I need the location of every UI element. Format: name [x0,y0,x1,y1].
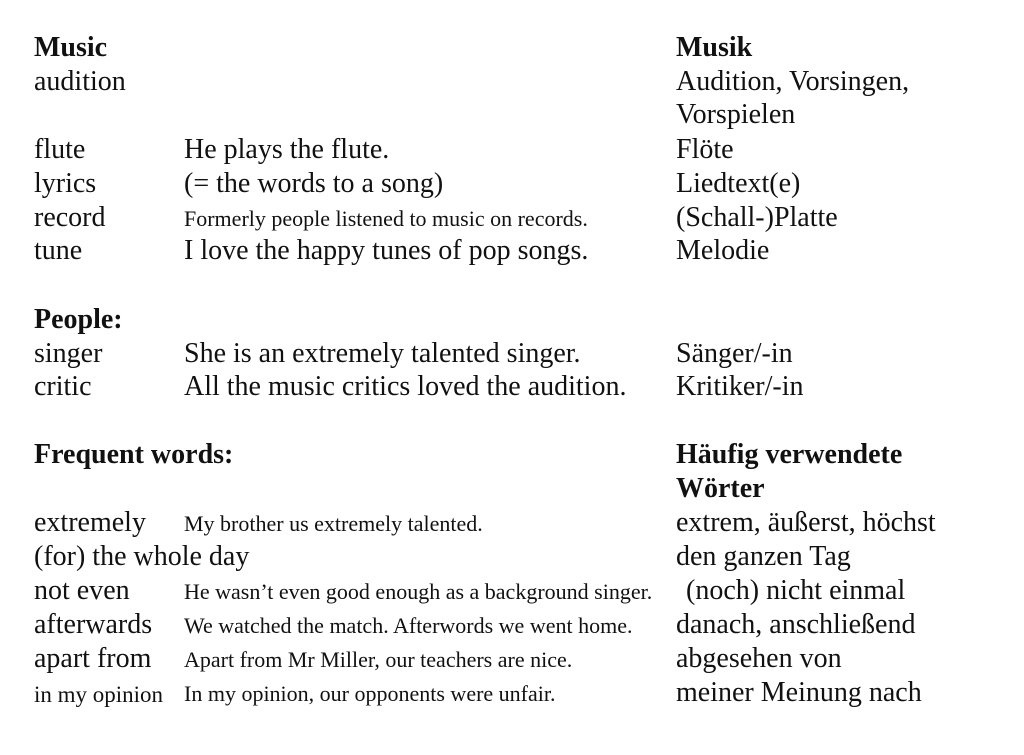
example-tune: I love the happy tunes of pop songs. [184,235,589,266]
translation-not-even: (noch) nicht einmal [686,575,906,606]
term-record: record [34,202,106,233]
translation-flute: Flöte [676,134,734,165]
term-flute: flute [34,134,86,165]
translation-audition-line2: Vorspielen [676,99,796,130]
term-critic: critic [34,371,92,402]
term-not-even: not even [34,575,130,606]
section-heading-frequent-de: Häufig verwendete [676,439,903,470]
example-singer: She is an extremely talented singer. [184,338,581,369]
section-heading-people: People: [34,304,123,335]
section-heading-music-de: Musik [676,32,753,63]
term-afterwards: afterwards [34,609,153,640]
term-apart-from: apart from [34,643,152,674]
example-in-my-opinion: In my opinion, our opponents were unfair. [184,681,556,706]
translation-extremely: extrem, äußerst, höchst [676,507,936,538]
translation-critic: Kritiker/-in [676,371,804,402]
translation-singer: Sänger/-in [676,338,793,369]
section-heading-frequent-de-line2: Wörter [676,473,765,504]
example-extremely: My brother us extremely talented. [184,511,483,536]
example-lyrics: (= the words to a song) [184,168,444,199]
translation-apart-from: abgesehen von [676,643,842,674]
translation-in-my-opinion: meiner Meinung nach [676,677,922,708]
term-extremely: extremely [34,507,146,538]
term-tune: tune [34,235,83,266]
term-whole-day: (for) the whole day [34,541,250,572]
section-heading-music: Music [34,32,108,63]
term-singer: singer [34,338,103,369]
example-flute: He plays the flute. [184,134,390,165]
example-afterwards: We watched the match. Afterwords we went home. [184,613,633,638]
term-in-my-opinion: in my opinion [34,682,164,707]
translation-tune: Melodie [676,235,770,266]
term-lyrics: lyrics [34,168,97,199]
example-record: Formerly people listened to music on records. [184,206,588,231]
example-apart-from: Apart from Mr Miller, our teachers are nice. [184,647,573,672]
term-audition: audition [34,66,126,97]
translation-whole-day: den ganzen Tag [676,541,851,572]
translation-afterwards: danach, anschließend [676,609,916,640]
translation-record: (Schall-)Platte [676,202,838,233]
translation-lyrics: Liedtext(e) [676,168,801,199]
translation-audition: Audition, Vorsingen, [676,66,910,97]
section-heading-frequent: Frequent words: [34,439,234,470]
example-not-even: He wasn’t even good enough as a background singer. [184,579,653,604]
example-critic: All the music critics loved the audition. [184,371,627,402]
